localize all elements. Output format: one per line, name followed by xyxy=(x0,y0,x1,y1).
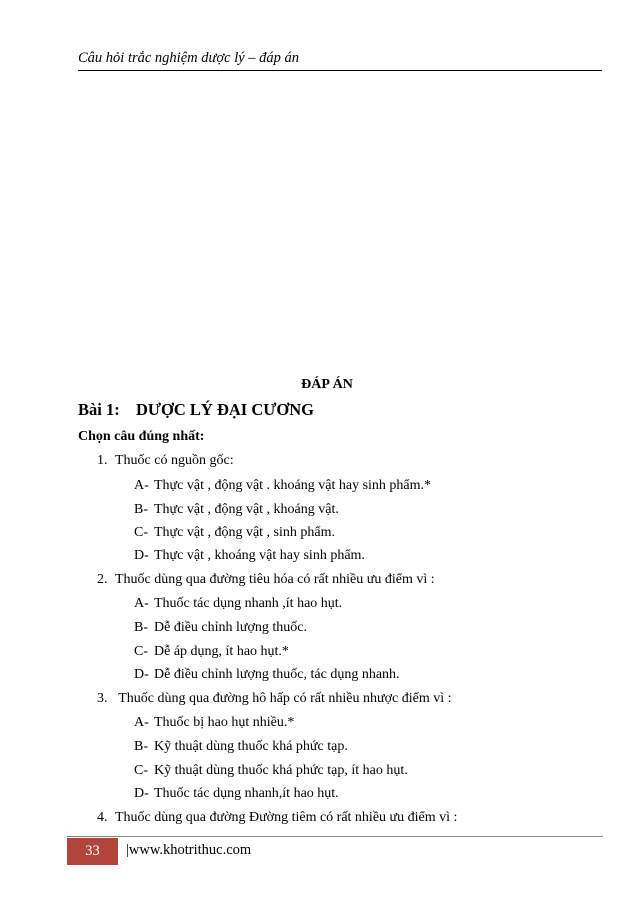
option-letter: B- xyxy=(134,620,148,635)
option-1a xyxy=(134,478,431,494)
question-1 xyxy=(97,453,234,469)
option-1b xyxy=(134,502,339,518)
question-number: 3. xyxy=(97,691,108,706)
option-text: Thực vật , động vật , sinh phẩm. xyxy=(154,525,336,540)
option-text: Thực vật , khoáng vật hay sinh phẩm. xyxy=(154,548,365,563)
question-3 xyxy=(97,691,452,707)
question-text: Thuốc dùng qua đường hô hấp có rất nhiều nhược điểm vì : xyxy=(115,691,452,706)
option-text: Dễ điều chỉnh lượng thuốc, tác dụng nhanh. xyxy=(154,667,400,682)
option-2c xyxy=(134,644,289,660)
page-number: 33 xyxy=(67,838,118,865)
option-3a xyxy=(134,715,294,731)
option-letter: C- xyxy=(134,644,148,659)
question-number: 4. xyxy=(97,810,108,825)
header-title: Câu hỏi trắc nghiệm dược lý – đáp án xyxy=(78,50,300,66)
question-2 xyxy=(97,572,435,588)
option-text: Thực vật , động vật , khoáng vật. xyxy=(154,502,339,517)
lesson-title xyxy=(78,400,314,420)
option-2a xyxy=(134,596,342,612)
option-3d xyxy=(134,786,339,802)
option-letter: B- xyxy=(134,739,148,754)
option-letter: A- xyxy=(134,715,149,730)
option-3c xyxy=(134,763,408,779)
option-text: Kỹ thuật dùng thuốc khá phức tạp, ít hao hụt. xyxy=(154,763,408,778)
option-text: Dễ áp dụng, ít hao hụt.* xyxy=(154,644,289,659)
option-2b xyxy=(134,620,307,636)
header-rule xyxy=(78,70,602,71)
option-1c xyxy=(134,525,335,541)
lesson-number: Bài 1: xyxy=(78,400,120,419)
option-3b xyxy=(134,739,348,755)
option-text: Dễ điều chỉnh lượng thuốc. xyxy=(154,620,308,635)
option-letter: A- xyxy=(134,596,149,611)
footer-rule xyxy=(67,836,603,837)
option-1d xyxy=(134,548,365,564)
option-letter: D- xyxy=(134,667,149,682)
option-2d xyxy=(134,667,400,683)
question-text: Thuốc có nguồn gốc: xyxy=(115,453,234,468)
option-text: Thuốc tác dụng nhanh ,ít hao hụt. xyxy=(154,596,343,611)
question-number: 2. xyxy=(97,572,108,587)
instruction: Chọn câu đúng nhất: xyxy=(78,429,205,444)
option-text: Thực vật , động vật . khoáng vật hay sinh phẩm.* xyxy=(154,478,432,493)
option-text: Kỹ thuật dùng thuốc khá phức tạp. xyxy=(154,739,348,754)
option-letter: C- xyxy=(134,525,148,540)
lesson-name: DƯỢC LÝ ĐẠI CƯƠNG xyxy=(136,400,314,419)
question-text: Thuốc dùng qua đường tiêu hóa có rất nhiều ưu điểm vì : xyxy=(115,572,435,587)
question-text: Thuốc dùng qua đường Đường tiêm có rất nhiều ưu điểm vì : xyxy=(115,810,458,825)
option-letter: D- xyxy=(134,548,149,563)
option-letter: D- xyxy=(134,786,149,801)
option-letter: A- xyxy=(134,478,149,493)
answer-heading: ĐÁP ÁN xyxy=(301,377,353,392)
footer-url[interactable]: |www.khotrithuc.com xyxy=(126,842,252,858)
option-letter: C- xyxy=(134,763,148,778)
option-text: Thuốc bị hao hụt nhiều.* xyxy=(154,715,295,730)
option-letter: B- xyxy=(134,502,148,517)
question-4 xyxy=(97,810,457,826)
question-number: 1. xyxy=(97,453,108,468)
option-text: Thuốc tác dụng nhanh,ít hao hụt. xyxy=(154,786,339,801)
